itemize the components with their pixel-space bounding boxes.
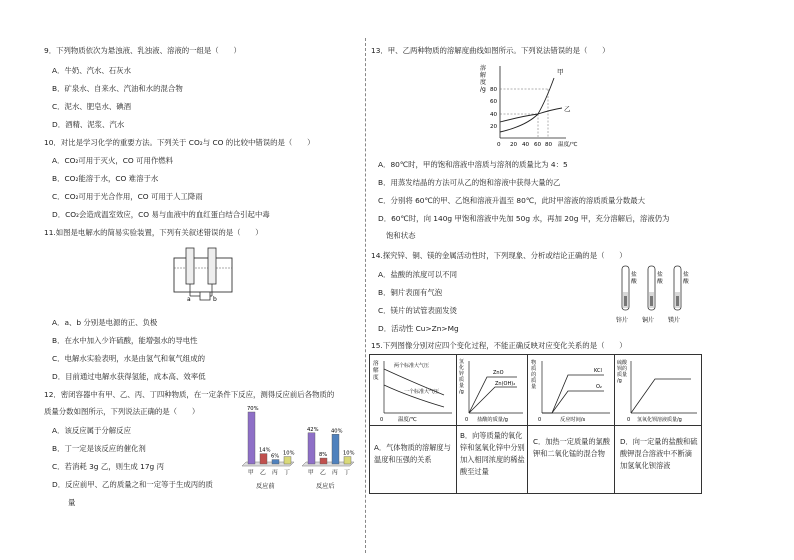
g2-origin: 0 [465,417,469,423]
category-label-before-0: 甲 [248,470,254,476]
q10-option-c: C．CO₂可用于光合作用，CO 可用于人工降雨 [52,192,203,201]
x-tick-60: 60 [534,142,542,148]
g1-xlabel: 温度/℃ [398,417,417,423]
x-tick-20: 20 [510,142,518,148]
g2-ylabel-5: 量 [459,383,465,389]
y-tick-20: 20 [490,124,498,130]
g3-ylabel-1: 物 [531,360,537,366]
q13-option-d-line2: 饱和状态 [386,231,416,240]
curve-jia [500,78,554,132]
x-tick-40: 40 [522,142,530,148]
value-label-after-0: 42% [307,426,319,433]
category-label-after-3: 丁 [344,470,350,476]
q13-option-a: A．80℃时，甲的饱和溶液中溶质与溶剂的质量比为 4：5 [378,160,568,169]
g2-ylabel-3: 锌 [459,371,465,377]
y-tick-80: 80 [490,87,498,93]
q14-option-d: D．活动性 Cu>Zn>Mg [378,324,459,333]
g2-xlabel: 盐酸的质量/g [477,417,508,423]
q15-graph-cell-d [614,354,702,426]
q12-option-c: C．若消耗 3g 乙，则生成 17g 丙 [52,462,164,471]
bar-after-2 [332,434,339,464]
q11-option-c: C．电解水实验表明，水是由氢气和氧气组成的 [52,354,205,363]
g3-curve-bottom: O₂ [596,384,602,390]
metal-acid-test-tubes-figure [614,262,694,328]
bar-after-0 [308,433,315,464]
acid-label-2-char2: 酸 [657,279,663,285]
metal-label-copper: 铜片 [642,317,655,324]
value-label-after-3: 10% [343,450,355,457]
g3-ylabel-5: 量 [531,384,537,390]
q9-option-c: C．泥水、肥皂水、碘酒 [52,102,132,111]
bar-before-1 [260,454,267,464]
q12-option-d-line1: D．反应前甲、乙的质量之和一定等于生成丙的质 [52,480,213,489]
category-label-before-1: 乙 [260,470,266,476]
g3-curve-top: KCl [594,368,602,374]
g1-curve-bottom: 一个标准大气压 [404,389,440,395]
q14-option-b: B．铜片表面有气泡 [378,288,443,297]
category-label-after-1: 乙 [320,470,326,476]
q13-option-d-line1: D．60℃时，向 140g 甲饱和溶液中先加 50g 水，再加 20g 甲，充分溶解后，溶液仍为 [378,214,670,223]
q15-option-cell-c [527,425,615,494]
q15-option-d: D．向一定量的盐酸和硫酸钾混合溶液中不断滴加氢氧化钡溶液 [620,437,698,470]
bar-before-2 [272,460,279,464]
g1-origin: 0 [380,417,384,423]
tube-magnesium [674,266,681,310]
mass-fraction-bar-chart [236,400,360,492]
g2-ylabel-2: 化 [459,365,465,371]
q14-option-a: A．盐酸的浓度可以不同 [378,270,457,279]
q15-option-b: B．向等质量的氧化锌和氢氧化锌中分别加入相同浓度的稀盐酸至过量 [460,431,525,476]
value-label-before-2: 6% [271,453,280,460]
g1-curve-top: 两个标准大气压 [394,363,430,369]
g1-ylabel-2: 解 [373,368,379,374]
q15-stem: 15.下列图像分别对应四个变化过程，不能正确反映对应变化关系的是（ ） [371,341,627,350]
q14-stem: 14.探究锌、铜、镁的金属活动性时，下列现象、分析或结论正确的是（ ） [371,251,627,260]
tube-zinc [622,266,629,310]
q12-option-a: A．该反应属于分解反应 [52,426,131,435]
q10-option-d: D．CO₂会造成温室效应，CO 易与血液中的血红蛋白结合引起中毒 [52,210,270,219]
q13-option-c: C．分别将 60℃的甲、乙饱和溶液升温至 80℃，此时甲溶液的溶质质量分数最大 [378,196,645,205]
q10-option-b: B．CO₂能溶于水，CO 难溶于水 [52,174,159,183]
y-label-char-1: 溶 [480,65,487,72]
curve-yi-label: 乙 [564,105,571,113]
q9-option-b: B．矿泉水、自来水、汽油和水的混合物 [52,84,183,93]
g4-origin: 0 [627,417,631,423]
g4-ylabel-4: /g [617,378,622,384]
g4-xlabel: 氢氧化钡溶液质量/g [637,417,682,423]
electrode-b-label: b [213,296,217,303]
q13-stem: 13．甲、乙两种物质的溶解度曲线如图所示。下列说法错误的是（ ） [371,46,610,55]
q11-option-d: D．目前通过电解水获得氢能，成本高、效率低 [52,372,206,381]
q10-option-a: A．CO₂可用于灭火，CO 可用作燃料 [52,156,174,165]
q15-graph-cell-b [456,354,528,426]
q12-stem-line1: 12．密闭容器中有甲、乙、丙、丁四种物质，在一定条件下反应，测得反应前后各物质的 [44,390,335,399]
value-label-before-1: 14% [259,447,271,454]
g2-curve-bottom: Zn(OH)₂ [495,381,516,387]
column-divider [365,38,366,553]
chart-title-after: 反应后 [316,483,335,490]
x-tick-0: 0 [497,142,501,148]
y-label-char-3: 度 [480,79,487,86]
value-label-after-2: 40% [331,428,343,435]
q12-stem-line2: 质量分数如图所示，下列说法正确的是（ ） [44,407,200,416]
x-tick-80: 80 [545,142,553,148]
g4-ylabel-2: 钡的 [617,366,628,372]
q12-option-d-line2: 量 [68,498,76,507]
acid-label-2-char1: 盐 [657,272,663,278]
y-tick-60: 60 [490,99,498,105]
category-label-after-2: 丙 [332,470,338,476]
q11-option-a: A．a、b 分别是电源的正、负极 [52,318,158,327]
value-label-before-3: 10% [283,450,295,457]
g3-ylabel-2: 质 [531,366,537,372]
g2-curve-top: ZnO [493,370,504,376]
q15-option-cell-a [369,425,457,494]
q12-option-b: B．丁一定是该反应的催化剂 [52,444,146,453]
g1-ylabel-1: 溶 [373,361,379,367]
g3-xlabel: 反应时间/s [560,417,586,423]
metal-label-magnesium: 镁片 [668,317,681,324]
q15-option-a: A．气体物质的溶解度与温度和压强的关系 [374,443,451,464]
bar-after-3 [344,457,351,464]
q9-option-d: D．酒精、泥浆、汽水 [52,120,125,129]
value-label-after-1: 8% [319,452,328,459]
y-label-char-4: /g [480,86,486,93]
q11-option-b: B．在水中加入少许硫酸，能增强水的导电性 [52,336,198,345]
category-label-before-3: 丁 [284,470,290,476]
g4-ylabel-1: 硫酸 [617,360,628,366]
g3-ylabel-3: 的 [531,372,537,378]
x-axis-label: 温度/℃ [558,142,578,148]
bar-before-3 [284,457,291,464]
g4-ylabel-3: 质量 [617,372,628,378]
y-tick-40: 40 [490,112,498,118]
g3-ylabel-4: 质 [531,378,537,384]
g1-ylabel-3: 度 [373,375,379,381]
q15-graph-cell-c [527,354,615,426]
q11-stem: 11.如图是电解水的简易实验装置，下列有关叙述错误的是（ ） [44,228,263,237]
tube-copper [648,266,655,310]
solubility-curve-figure [478,60,590,152]
q15-option-cell-d [614,425,702,494]
acid-label-3-char1: 盐 [683,272,689,278]
q9-stem: 9．下列物质依次为悬浊液、乳浊液、溶液的一组是（ ） [44,46,241,55]
q15-option-cell-b [456,425,528,494]
electrode-a-label: a [187,296,191,303]
y-label-char-2: 解 [480,72,487,79]
acid-label-1-char1: 盐 [631,272,637,278]
q13-option-b: B．用蒸发结晶的方法可从乙的饱和溶液中获得大量的乙 [378,178,561,187]
g3-origin: 0 [538,417,542,423]
category-label-before-2: 丙 [272,470,278,476]
q14-option-c: C．镁片的试管表面发烫 [378,306,458,315]
bar-before-0 [248,412,255,464]
acid-label-3-char2: 酸 [683,279,689,285]
g2-ylabel-6: /g [459,389,464,395]
acid-label-1-char2: 酸 [631,279,637,285]
metal-label-zinc: 锌片 [616,317,629,324]
q15-graph-cell-a [369,354,457,426]
chart-title-before: 反应前 [256,483,275,490]
value-label-before-0: 70% [247,406,259,412]
q15-option-c: C．加热一定质量的氯酸钾和二氧化锰的混合物 [533,437,610,458]
bar-after-1 [320,458,327,464]
q9-option-a: A．牛奶、汽水、石灰水 [52,66,131,75]
g2-ylabel-4: 质 [459,377,465,383]
g2-ylabel-1: 氢 [459,359,465,365]
category-label-after-0: 甲 [308,470,314,476]
q10-stem: 10．对比是学习化学的重要方法。下列关于 CO₂与 CO 的比较中错误的是（ ） [44,138,315,147]
curve-jia-label: 甲 [557,68,564,76]
electrolysis-apparatus-figure [168,246,240,306]
